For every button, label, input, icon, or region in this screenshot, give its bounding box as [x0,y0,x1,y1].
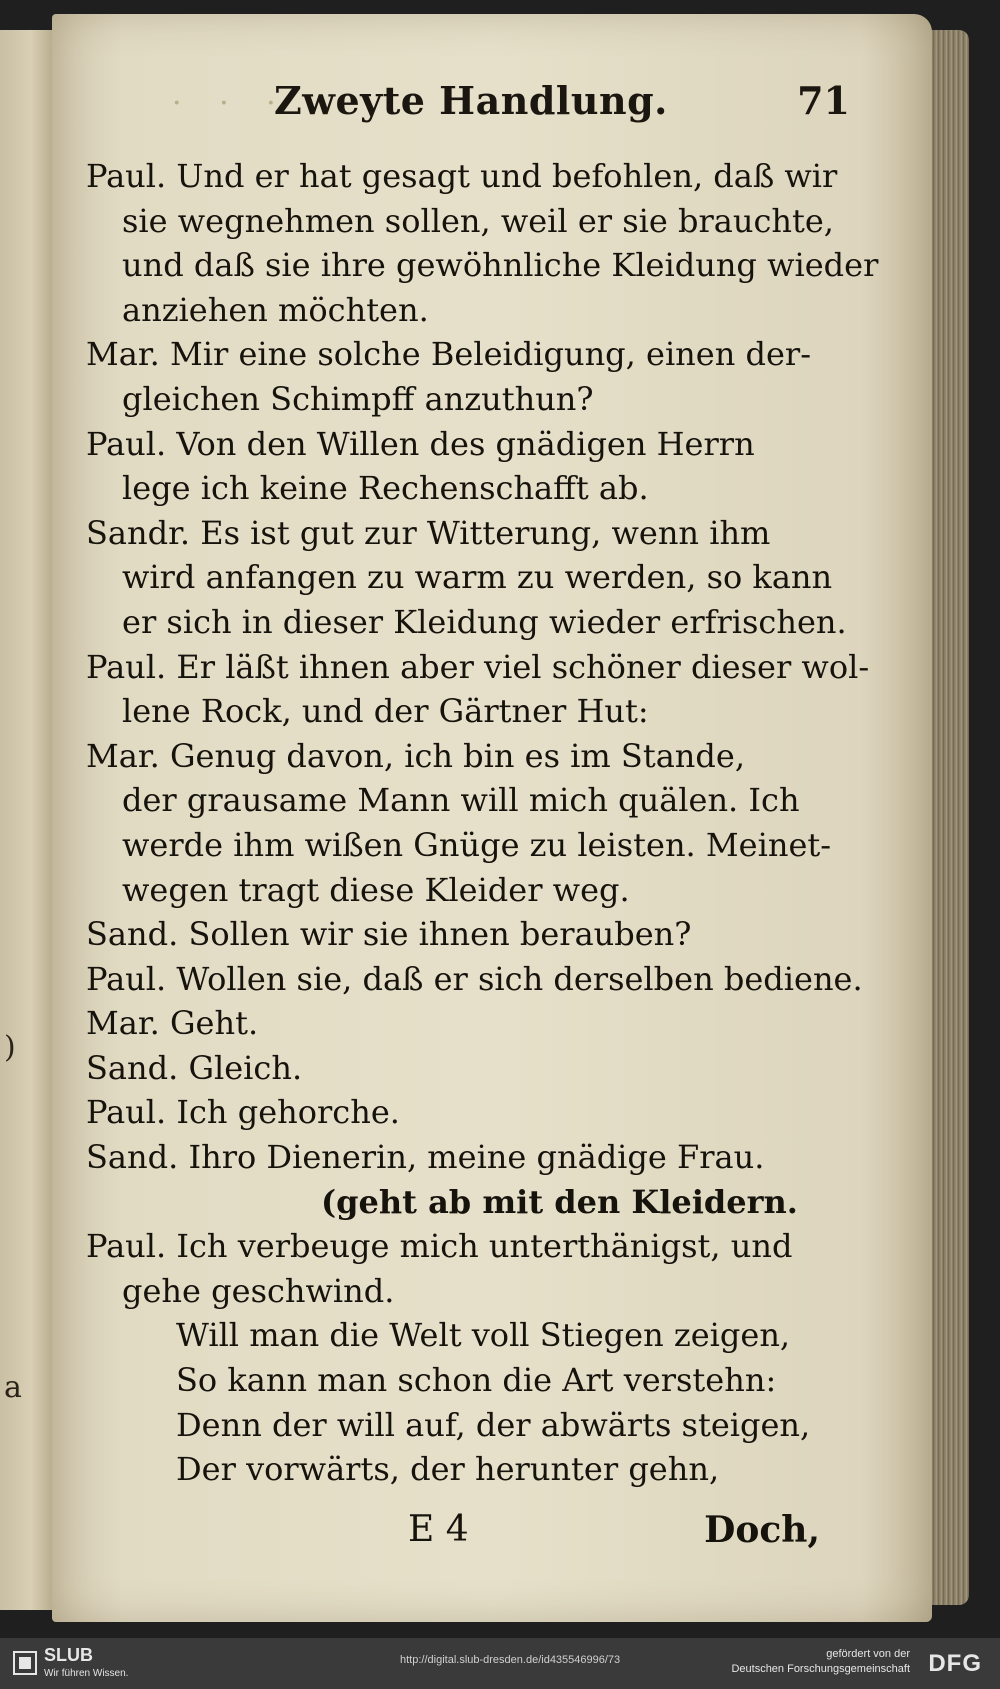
text-line: lene Rock, und der Gärtner Hut: [122,692,649,731]
speaker-line: Paul. Er läßt ihnen aber viel schöner dieser wol- [86,647,870,686]
library-name: SLUB [44,1645,93,1665]
page-footer [52,1509,932,1559]
text-line: anziehen möchten. [122,290,429,329]
text-line: wird anfangen zu warm zu werden, so kann [122,558,833,597]
header-ornament: · · · [172,86,290,121]
verse-line: Will man die Welt voll Stiegen zeigen, [176,1316,791,1355]
text-line: der grausame Mann will mich quälen. Ich [122,781,800,820]
speaker-line: Paul. Wollen sie, daß er sich derselben bediene. [86,959,863,998]
source-url[interactable]: http://digital.slub-dresden.de/id435546996/73 [400,1654,621,1666]
page-text-body [86,154,886,1492]
verse-line: So kann man schon die Art verstehn: [176,1361,777,1400]
page-number: 71 [797,78,850,123]
stage-direction: (geht ab mit den Kleidern. [321,1182,798,1221]
text-line: er sich in dieser Kleidung wieder erfrischen. [122,602,847,641]
speaker-line: Sand. Ihro Dienerin, meine gnädige Frau. [86,1138,765,1177]
speaker-line: Mar. Geht. [86,1004,259,1043]
book-page [52,14,932,1622]
previous-page-edge [0,30,54,1610]
slub-logo-icon [12,1650,38,1676]
text-line: gleichen Schimpff anzuthun? [122,379,594,418]
speaker-line: Paul. Von den Willen des gnädigen Herrn [86,424,755,463]
verse-line: Der vorwärts, der herunter gehn, [176,1450,720,1489]
verse-line: Denn der will auf, der abwärts steigen, [176,1405,811,1444]
text-line: wegen tragt diese Kleider weg. [122,870,630,909]
speaker-line: Sand. Sollen wir sie ihnen berauben? [86,915,692,954]
library-tagline: Wir führen Wissen. [44,1668,129,1679]
dfg-logo: DFG [928,1650,982,1677]
left-page-fragment: ) [4,1030,16,1065]
text-line: und daß sie ihre gewöhnliche Kleidung wieder [122,246,879,285]
running-title: Zweyte Handlung. [274,78,668,123]
viewer-footer-bar [0,1638,1000,1689]
speaker-line: Mar. Mir eine solche Beleidigung, einen der- [86,335,812,374]
funding-line: Deutschen Forschungsgemeinschaft [731,1663,910,1675]
funding-note [731,1647,910,1677]
left-page-fragment: a [4,1370,22,1405]
speaker-line: Paul. Ich gehorche. [86,1093,400,1132]
speaker-line: Sandr. Es ist gut zur Witterung, wenn ihm [86,513,771,552]
funding-line: gefördert von der [826,1648,910,1660]
text-line: lege ich keine Rechenschafft ab. [122,469,649,508]
speaker-line: Paul. Ich verbeuge mich unterthänigst, und [86,1227,793,1266]
text-line: gehe geschwind. [122,1271,395,1310]
page-header [52,78,932,138]
speaker-line: Mar. Genug davon, ich bin es im Stande, [86,736,745,775]
text-line: sie wegnehmen sollen, weil er sie brauchte, [122,201,834,240]
speaker-line: Sand. Gleich. [86,1048,303,1087]
signature-mark: E 4 [408,1509,469,1550]
text-line: werde ihm wißen Gnüge zu leisten. Meinet- [122,825,832,864]
speaker-line: Paul. Und er hat gesagt und befohlen, daß wir [86,157,838,195]
catchword: Doch, [704,1509,820,1551]
